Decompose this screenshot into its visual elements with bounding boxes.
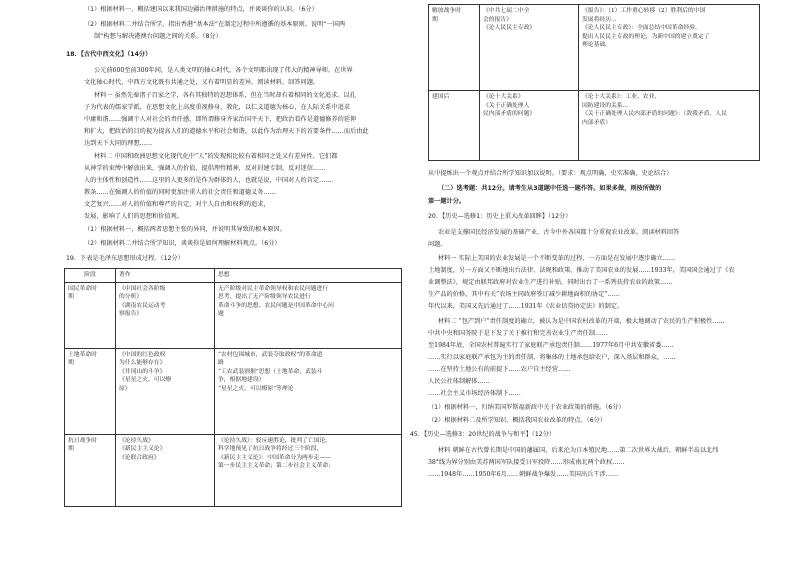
right-text-line: ……在坚持土地公有的前提下……农户自主经营…… (428, 366, 571, 373)
works-cell-text: 《中国的红色政权 (119, 351, 166, 358)
right-text-line: 材料二 “包产到户”责任制度的确立，被认为是中国农村改革的开端，极大地调动了农民的生产积极性…… (438, 318, 725, 325)
right-text-line: （2）根据材料二及所学知识，概括我国农业改革的特点。（6分） (428, 417, 607, 424)
works-cell-text: 《井冈山的斗争》 (119, 368, 166, 375)
thought-cell-text: 国防建设的关系… (582, 102, 629, 109)
thought-cell-text: 第一步民主主义革命；第二步社会主义革命； (218, 463, 334, 469)
thought-cell-text: 提出人民民主专政的理论，为新中国的建立奠定了 (582, 33, 710, 40)
right-text-line: 农业是支撑国民经济发展的基础产业，古今中外各国都十分重视农业改革。阅读材料回答 (438, 229, 680, 236)
thought-cell-text: 革命斗争的思想。农民问题是中国革命中心问 (218, 302, 334, 309)
works-cell-text: 察报告》 (119, 311, 143, 317)
right-text-line: 土地制度，另一方面又不断地出台法律、法规和政策，推动了美国农业的发展……1933年，美国国会通过了《农 (428, 267, 735, 274)
right-text-line: 45．【历史—选修3：20世纪的战争与和平】（12分） (410, 431, 556, 438)
right-text-line: 从中提炼出一个观点并结合所学知识加以说明。（要求：观点明确，史实准确，史论结合） (428, 170, 673, 177)
stage-cell-text: 期 (432, 16, 438, 23)
works-cell-text: 《论十大关系》 (483, 94, 524, 100)
thought-cell-text: “工农武装割据”思想（土地革命，武装斗 (218, 368, 323, 375)
left-text-line: （2）根据材料二并结合所学知识，谈谈你是如何理解材料观点。（6分） (84, 240, 281, 247)
works-cell-text: 《新民主主义论》 (119, 446, 166, 452)
right-text-line: 材料 朝鲜在古代曾长期是中国的藩属国，后来沦为日本殖民地……第二次世界大战后，朝鲜半岛以北纬 (438, 447, 719, 454)
left-text-line: 材料一 虽然先秦诸子百家之学，各有其独特的思想体系，但在当时却有着相同的文化追求。以孔 (94, 92, 356, 99)
works-cell-text: 《论人民民主专政》 (483, 25, 536, 31)
stage-cell-text: 国民革命时 (68, 285, 97, 292)
left-text-line: （1）根据材料一，概括两者思想主张的异同，并说明其导致的根本原因。 (84, 226, 286, 233)
table-row (65, 282, 402, 348)
left-text-line: 材料二 中国和欧洲思想文化现代化中“人”的发现相比较有着相同之处又有差异性。它们都 (94, 153, 338, 160)
right-text-line: 生产品的价格，其中有关“农场主同政府签订减少耕地面积的协定”…… (428, 291, 620, 298)
table-row (429, 5, 760, 91)
works-cell-text: 会的报告》 (483, 16, 512, 23)
works-cell-text: 为什么能够存在》 (119, 360, 166, 366)
left-text-line: （1）根据材料一，概括建国以来我国边疆治理措施的特点，并谈谈你的认识。（6分） (84, 6, 318, 13)
thought-cell-text: 思考，提出了无产阶级领导农民进行 (218, 294, 311, 300)
works-cell-text: 《星星之火，可以燎 (119, 377, 172, 383)
works-cell-text: 《论持久战》 (119, 437, 154, 444)
right-text-line: 业调整法》，规定由联邦政府对农业生产进行补贴，同时出台了一系列扶持农业的政策…… (428, 279, 673, 286)
left-text-line: 和扩大，把政治的目的视为提高人们的道德水平和社会和谐，以此作为治理天下的首要条件……而后由此 (84, 128, 369, 135)
works-cell-text: 《中国社会各阶级 (119, 285, 166, 292)
right-text-line: （1）根据材料一，归纳美国罗斯福新政中关于农业政策的措施。（6分） (428, 404, 625, 411)
right-text-line: ……社会主义市场经济体制下…… (428, 390, 521, 397)
right-text-line: ……实行以家庭联产承包为主的责任制，将集体的土地承包给农户，深入基层和群众，…… (428, 354, 676, 361)
thought-cell-text: 《论人民民主专政》：全面总结中国革命经验， (582, 25, 701, 31)
thought-cell-text: 《论十大关系》：工业、农业、 (582, 94, 661, 100)
thought-cell-text: 争，根据地建设） (218, 377, 265, 383)
right-text-line: 至1984年底，全国农村普遍实行了家庭联产承包责任制……1977年6月中共安徽省委…… (428, 342, 674, 349)
left-text-line: 文化轴心时代，中西方文化既有共通之处，又有着明显的差异。阅读材料，回答问题。 (84, 79, 320, 86)
works-cell-text: 《中共七届二中全 (483, 8, 530, 14)
thought-cell-text: 《报告》：（1）工作重心转移（2）胜利后的中国 (582, 8, 706, 14)
table-row (65, 348, 402, 434)
left-text-line: 19．下表是毛泽东思想形成过程。（12分） (66, 255, 184, 262)
works-cell-text: 《湖南农民运动考 (119, 302, 166, 309)
left-text-line: （2）根据材料二并结合所学，指出香港“基本法”在制定过程中所遵循的基本原则。说明“一国两 (84, 21, 346, 28)
thought-cell-text: 理论基础。 (582, 42, 611, 48)
right-text-line: 中共中央和国务院于是下发了关于推行和完善农业生产责任制…… (428, 330, 608, 337)
left-text-line: 人的主体性和创造性……这里的人更多的是作为群体的人，也就是说，中国对人的肯定…… (84, 177, 332, 184)
thought-cell-text: 内部矛盾） (582, 119, 611, 126)
left-text-line: 文艺复兴……对人的价值和尊严的肯定，对个人自由和权利的追求， (84, 201, 270, 208)
right-text-line: 第一题计分。 (428, 198, 466, 205)
table-row (429, 91, 760, 161)
works-cell-text: 的分析》 (119, 294, 143, 300)
thought-cell-text: 路 (218, 360, 224, 366)
thought-cell-text: 《新民主主义论》：中国革命分为两步走—— (218, 454, 332, 461)
works-cell-text: 《论联合政府》 (119, 454, 160, 461)
stage-cell-text: 期 (68, 446, 74, 452)
right-text-line: 20．【历史—选修1：历史上重大改革回眸】（12分） (428, 213, 572, 220)
right-text-line: 38°线为界分别由美苏两国军队接受日军投降……形成南北两个政权…… (428, 459, 625, 466)
thought-cell-text: 发展将经历… (582, 16, 617, 23)
left-text-line: 制”构想与解决港澳台问题之间的关系。（8分） (94, 33, 222, 40)
left-text-line: 达到天下大同的理想…… (84, 140, 153, 147)
right-text-line: 材料一 实际上美国的农业发展是一个不断变革的过程，一方面是在发展中逐步确立…… (438, 255, 676, 262)
works-cell-text: 民内部矛盾的问题》 (483, 111, 536, 117)
right-text-line: （二）选考题：共12分。请考生从3道题中任选一题作答。如果多做，则按所做的 (438, 185, 662, 192)
mao-thought-table (64, 268, 402, 507)
thought-cell-text: 《论持久战》：驳斥速胜论，批判了亡国论， (218, 437, 332, 444)
right-text-line: 年代以来，美国又先后通过了……1931年《农业信贷协定法》的制定。 (428, 303, 624, 310)
left-text-line: 公元前600至前300年间，是人类文明的轴心时代。各个文明都出现了伟大的精神导师。在世界 (94, 67, 353, 74)
table-row (65, 434, 402, 506)
right-text-line: ……1948年……1950年6月……朝鲜战争爆发……美国出兵干涉…… (428, 471, 619, 478)
right-text-line: 问题。 (428, 241, 447, 248)
table-header-row (65, 269, 402, 283)
left-text-line: 18．【古代中西文化】（14分） (66, 51, 152, 58)
table-header-cell: 阶段 (65, 269, 116, 283)
left-text-line: 发展，影响了人们的思想和价值观。 (84, 213, 183, 220)
thought-cell-text: 《关于正确处理人民内部矛盾的问题》：（敌我矛盾、人民 (582, 111, 727, 117)
works-cell-text: 《关于正确处理人 (483, 102, 530, 109)
table-header-cell: 思想 (215, 269, 402, 283)
left-text-line: 从神学的束缚中解放出来，强调人的价值，提倡理性精神，反对封建专制，反对迷信…… (84, 165, 326, 172)
thought-cell-text: 科学地预见了抗日战争将经过三个阶段， (218, 446, 323, 452)
stage-cell-text: 建国后 (432, 94, 450, 100)
table-header-cell: 著作 (116, 269, 215, 283)
works-cell-text: 原》 (119, 385, 131, 392)
stage-cell-text: 土地革命时 (68, 351, 97, 358)
left-text-line: 中庸和谐……强调个人对社会的责任感，即所谓修身齐家治国平天下，把政治看作是道德修养的延伸 (84, 116, 357, 123)
thought-cell-text: “星星之火，可以燎原”等理论 (218, 385, 294, 392)
mao-thought-table-continued (428, 4, 760, 161)
stage-cell-text: 期 (68, 360, 74, 366)
stage-cell-text: 解放战争时 (432, 8, 461, 14)
stage-cell-text: 期 (68, 294, 74, 300)
stage-cell-text: 抗日战争时 (68, 437, 97, 444)
left-text-line: 教条……在强调人的价值的同时更加注重人的社会责任和道德义务…… (84, 189, 276, 196)
left-text-line: 子为代表的儒家学派，在思想文化上高度重视修身、教化，以仁义道德为核心，在人际关系中追求 (84, 104, 351, 111)
thought-cell-text: “农村包围城市，武装夺取政权”的革命道 (218, 351, 323, 358)
thought-cell-text: 题 (218, 311, 224, 317)
thought-cell-text: 无产阶级对民主革命领导权和农民问题进行 (218, 285, 329, 292)
right-text-line: 人民公社体制解体…… (428, 378, 490, 385)
